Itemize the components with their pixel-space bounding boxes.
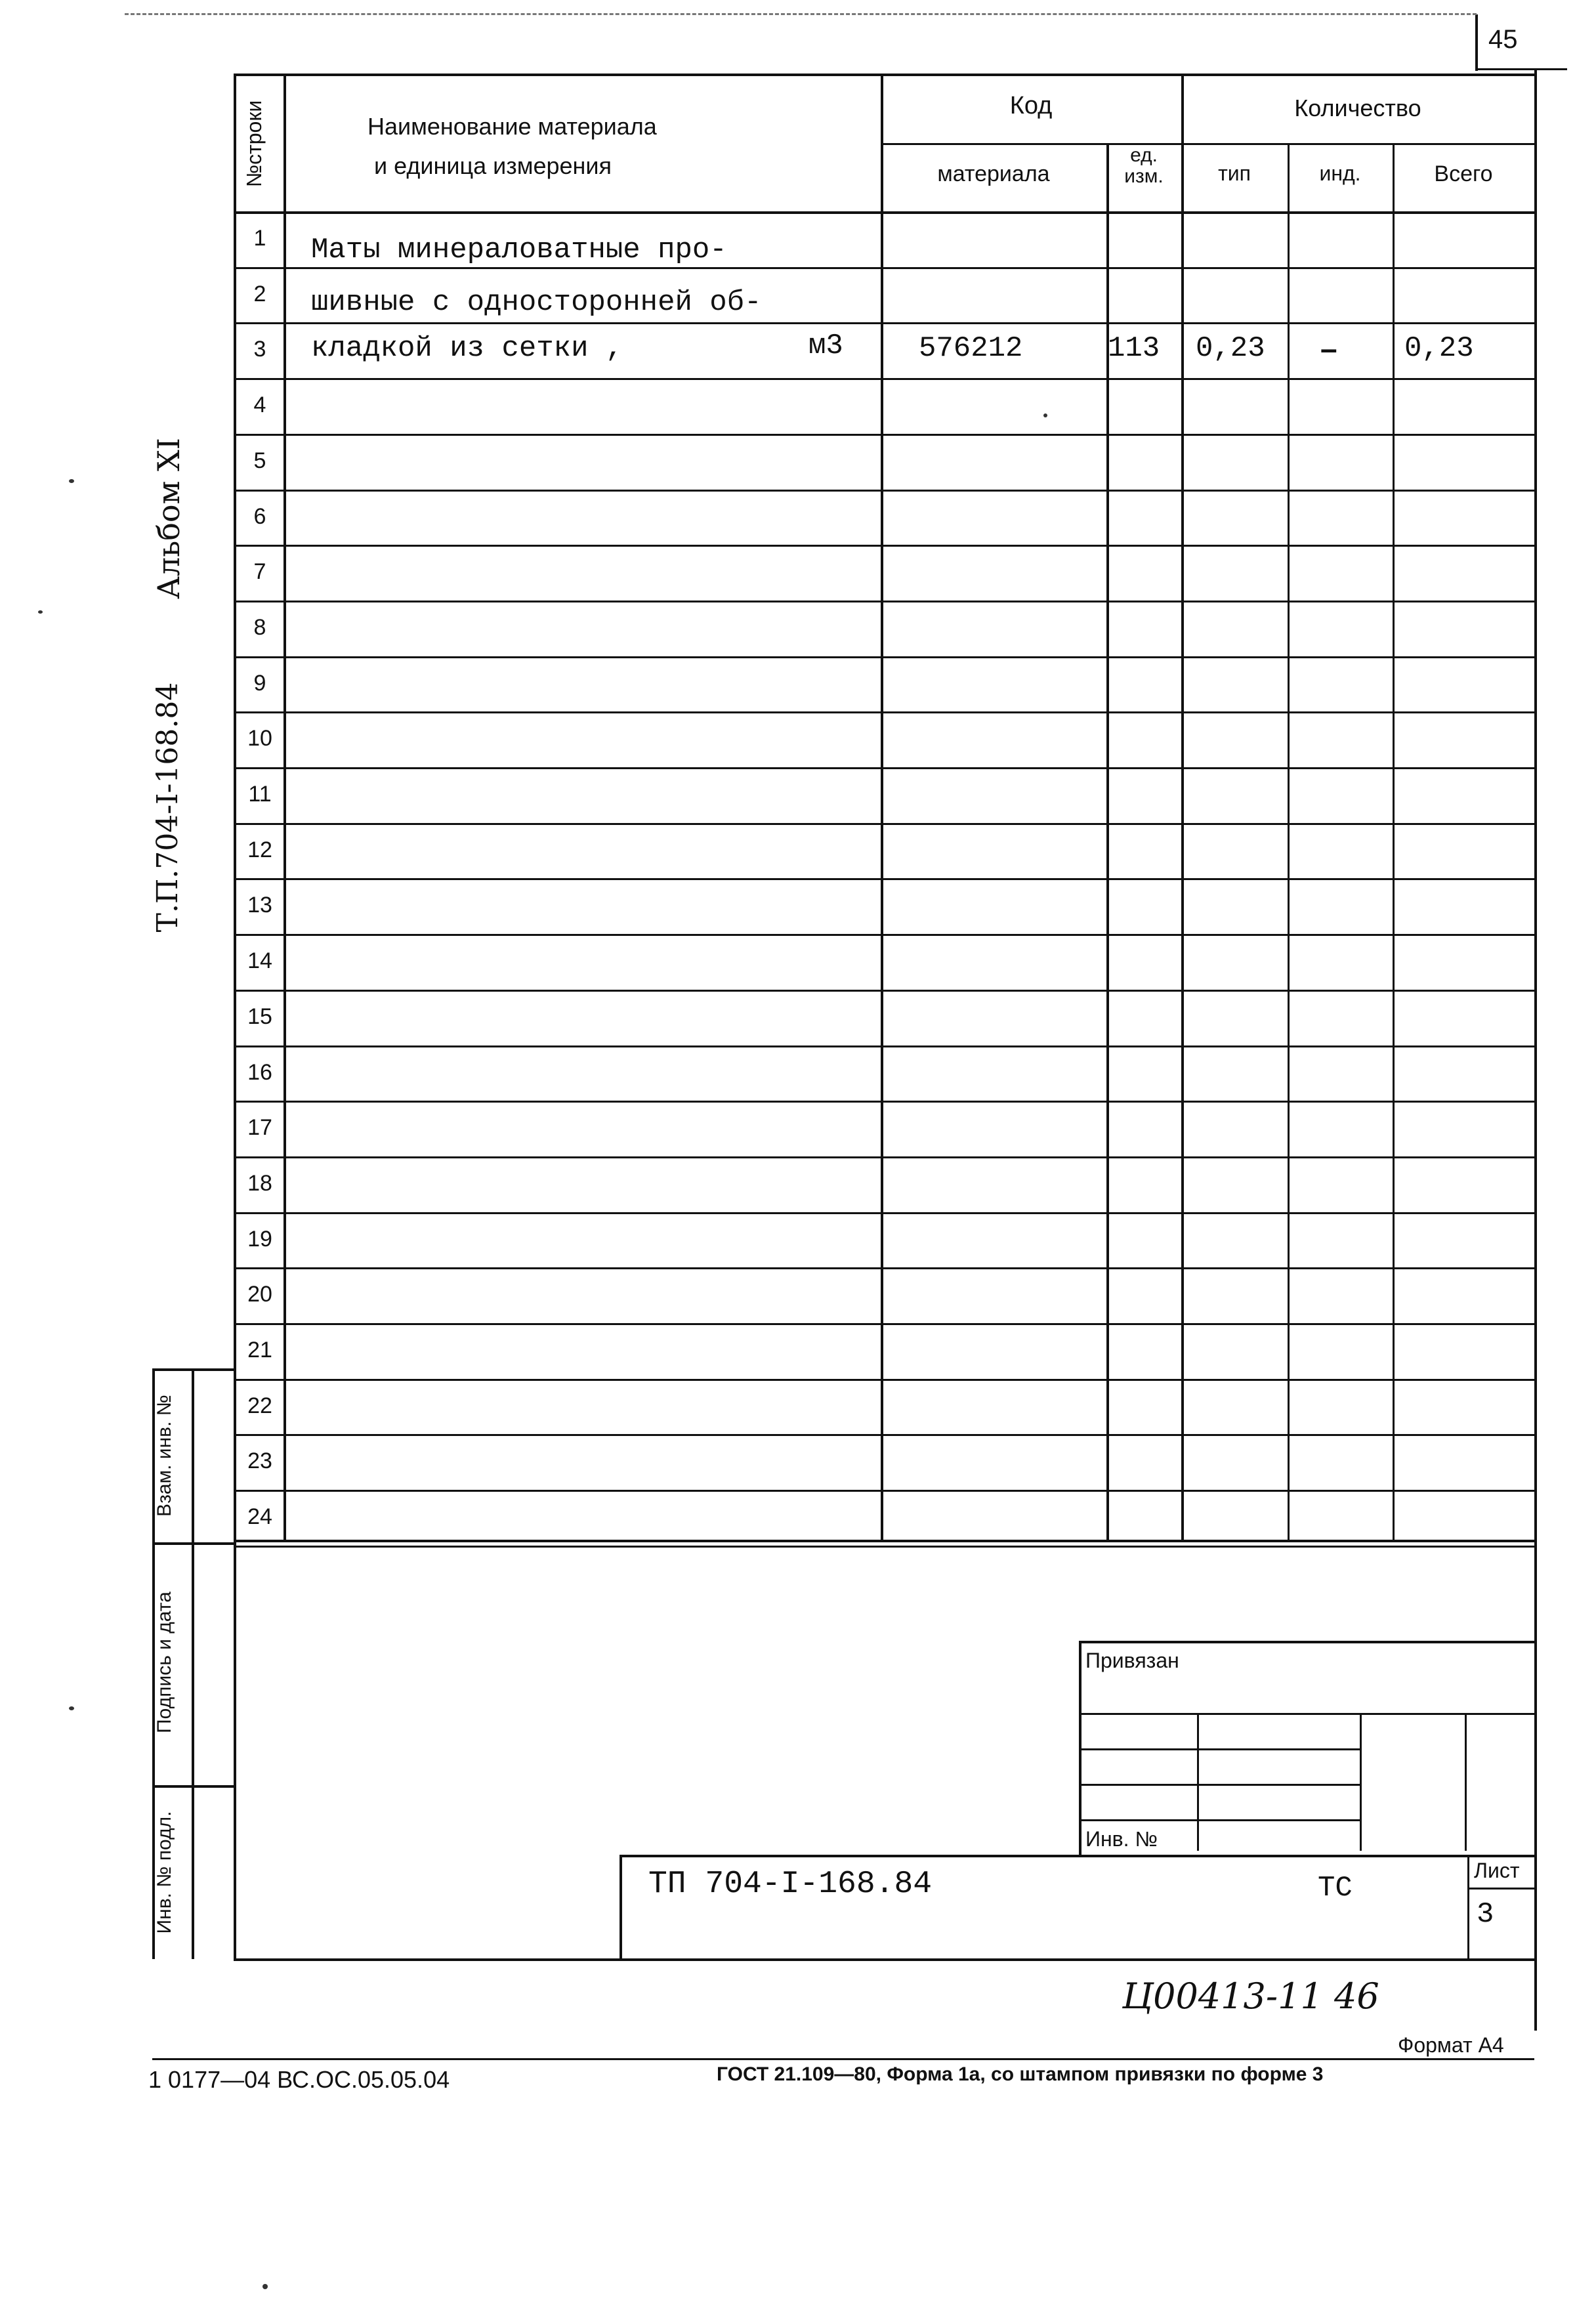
handwritten-code: Ц00413-11 46 xyxy=(1122,1975,1379,2017)
header-name-line2: и единица измерения xyxy=(374,152,612,179)
stamp-attach-col3 xyxy=(1465,1713,1467,1851)
scan-speck xyxy=(69,479,74,483)
col-divider-name xyxy=(881,74,883,1542)
row-number: 4 xyxy=(253,392,266,417)
sheet-box-divider xyxy=(1467,1888,1534,1889)
footer-left: 1 0177—04 ВС.ОС.05.05.04 xyxy=(148,2066,450,2093)
doc-code: ТП 704-I-168.84 xyxy=(648,1867,933,1902)
scan-speck xyxy=(1043,413,1047,417)
side-stamp-mid xyxy=(192,1368,194,1959)
footer-rule xyxy=(152,2058,1534,2060)
title-block-left xyxy=(620,1855,622,1960)
table-row-divider xyxy=(234,1323,1534,1325)
page-number: 45 xyxy=(1488,25,1518,54)
privyazan-label: Привязан xyxy=(1085,1649,1179,1672)
entry-name-line2: шивные с односторонней об- xyxy=(311,286,762,319)
row-number: 2 xyxy=(253,282,266,306)
header-bottom-border xyxy=(234,211,1534,214)
page-number-box-bottom xyxy=(1475,68,1567,70)
row-number: 21 xyxy=(247,1338,272,1362)
header-material: материала xyxy=(937,161,1050,186)
row-number: 15 xyxy=(247,1004,272,1029)
format-label: Формат А4 xyxy=(1398,2033,1504,2057)
table-row-divider xyxy=(234,267,1534,269)
header-unit-l2: изм. xyxy=(1124,165,1164,187)
row-number: 9 xyxy=(253,671,266,696)
header-sub-divider xyxy=(881,143,1534,145)
footer-gost: ГОСТ 21.109—80, Форма 1а, со штампом привязки по форме 3 xyxy=(717,2063,1324,2085)
header-row-number: №строки xyxy=(242,100,266,188)
table-row-divider xyxy=(234,490,1534,492)
row-number: 13 xyxy=(247,893,272,918)
header-tip: тип xyxy=(1218,161,1251,185)
table-row-divider xyxy=(234,1156,1534,1158)
row-number: 5 xyxy=(253,448,266,473)
row-number: 7 xyxy=(253,559,266,584)
header-total: Всего xyxy=(1434,161,1493,186)
sheet-number: 3 xyxy=(1477,1898,1494,1931)
entry-qty-tip: 0,23 xyxy=(1196,332,1265,365)
table-row-divider xyxy=(234,1379,1534,1381)
sheet-label: Лист xyxy=(1474,1859,1520,1882)
stamp-attach-top xyxy=(1079,1641,1534,1643)
album-label: Альбом XI xyxy=(151,438,186,599)
table-row-divider xyxy=(234,601,1534,602)
table-row-divider xyxy=(234,322,1534,324)
table-row-divider xyxy=(234,711,1534,713)
row-number: 6 xyxy=(253,504,266,529)
table-bottom-border xyxy=(234,1540,1534,1542)
table-row-divider xyxy=(234,656,1534,658)
col-divider-tip xyxy=(1288,143,1290,1542)
table-row-divider xyxy=(234,934,1534,936)
row-number: 23 xyxy=(247,1448,272,1473)
scan-speck xyxy=(262,2284,268,2289)
title-block-top xyxy=(620,1855,1534,1857)
inv-podl-label: Инв. № подл. xyxy=(154,1811,175,1934)
row-number: 22 xyxy=(247,1393,272,1418)
header-quantity-group: Количество xyxy=(1294,95,1421,121)
scan-speck xyxy=(38,610,43,614)
stamp-attach-row4 xyxy=(1079,1819,1361,1821)
row-number: 17 xyxy=(247,1115,272,1140)
stamp-attach-col1 xyxy=(1197,1713,1199,1851)
table-row-divider xyxy=(234,1212,1534,1214)
row-number: 16 xyxy=(247,1060,272,1085)
entry-name-line3: кладкой из сетки , xyxy=(311,332,623,365)
table-row-divider xyxy=(234,545,1534,547)
page-number-box-left xyxy=(1475,14,1478,71)
row-number: 10 xyxy=(247,726,272,751)
row-number: 12 xyxy=(247,837,272,862)
table-top-border xyxy=(234,74,1534,76)
row-number: 1 xyxy=(253,226,266,251)
frame-right-border xyxy=(1534,68,1537,2031)
table-row-divider xyxy=(234,1490,1534,1492)
podpis-data-label: Подпись и дата xyxy=(154,1592,175,1733)
header-unit-l1: ед. xyxy=(1130,144,1158,166)
side-stamp-div1 xyxy=(152,1542,236,1545)
inv-no-label: Инв. № xyxy=(1085,1827,1158,1851)
row-number: 24 xyxy=(247,1504,272,1529)
row-number: 14 xyxy=(247,948,272,973)
table-row-divider xyxy=(234,767,1534,769)
stamp-attach-col2 xyxy=(1360,1713,1362,1851)
scan-speck xyxy=(69,1706,74,1710)
table-row-divider xyxy=(234,378,1534,380)
vzam-inv-label: Взам. инв. № xyxy=(154,1395,175,1517)
row-number: 3 xyxy=(253,337,266,362)
entry-qty-total: 0,23 xyxy=(1404,332,1474,365)
sheet-box-left xyxy=(1467,1855,1469,1960)
table-row-divider xyxy=(234,434,1534,436)
table-row-divider xyxy=(234,1267,1534,1269)
stamp-attach-row3 xyxy=(1079,1784,1361,1786)
entry-name-line1: Маты минераловатные про- xyxy=(311,234,727,266)
project-side-label: Т.П.704-I-168.84 xyxy=(151,682,184,933)
entry-unit-label: м3 xyxy=(808,329,843,362)
row-number: 11 xyxy=(248,782,272,807)
table-row-divider xyxy=(234,990,1534,992)
col-divider-ind xyxy=(1393,143,1395,1542)
frame-top-edge xyxy=(125,13,1477,15)
header-name-line1: Наименование материала xyxy=(368,113,657,140)
doc-mark: ТС xyxy=(1318,1872,1353,1905)
col-divider-unit xyxy=(1181,74,1184,1542)
row-number: 19 xyxy=(247,1227,272,1252)
header-ind: инд. xyxy=(1319,161,1361,185)
entry-unit-code: 113 xyxy=(1108,332,1160,365)
table-row-divider xyxy=(234,878,1534,880)
header-code-group: Код xyxy=(1009,92,1053,119)
entry-qty-ind: – xyxy=(1320,331,1337,366)
table-row-divider xyxy=(234,1045,1534,1047)
table-row-divider xyxy=(234,1546,1534,1548)
entry-material-code: 576212 xyxy=(919,332,1023,365)
col-divider-rowno xyxy=(284,74,286,1542)
frame-bottom-border xyxy=(234,1958,1534,1961)
table-row-divider xyxy=(234,1434,1534,1436)
table-row-divider xyxy=(234,823,1534,825)
row-number: 20 xyxy=(247,1282,272,1307)
table-row-divider xyxy=(234,1101,1534,1103)
row-number: 8 xyxy=(253,615,266,640)
stamp-attach-row2 xyxy=(1079,1748,1361,1750)
row-number: 18 xyxy=(247,1171,272,1196)
